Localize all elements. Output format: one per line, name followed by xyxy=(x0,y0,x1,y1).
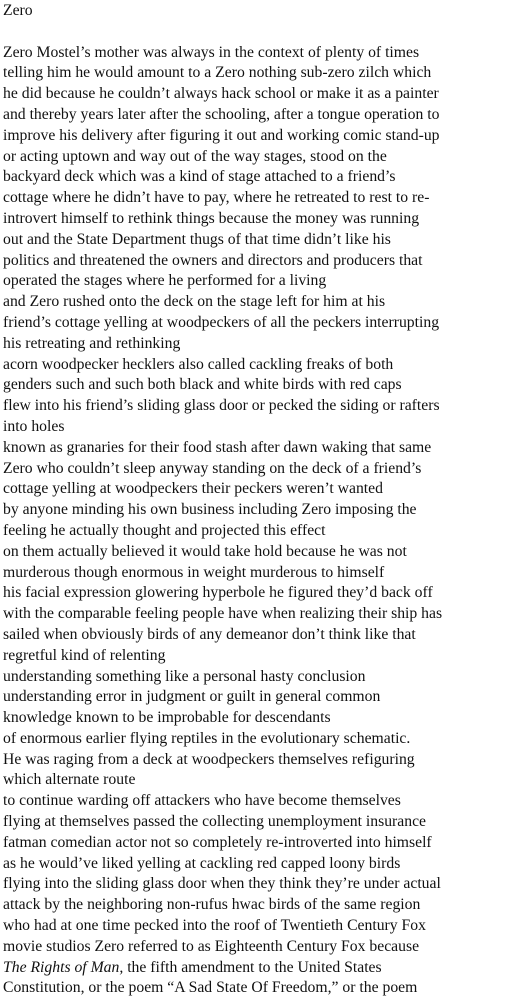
poem-line: Constitution, or the poem “A Sad State Of Freedom,” or the poem xyxy=(3,979,418,997)
poem-line: knowledge known to be improbable for descendants xyxy=(3,709,331,727)
poem-line: and Zero rushed onto the deck on the stage left for him at his xyxy=(3,293,386,311)
poem-line: with the comparable feeling people have when realizing their ship has xyxy=(3,605,443,623)
poem-line: introvert himself to rethink things because the money was running xyxy=(3,209,420,227)
poem-line: his retreating and rethinking xyxy=(3,334,181,352)
poem-line: as he would’ve liked yelling at cackling red capped loony birds xyxy=(3,854,401,872)
poem-line: understanding error in judgment or guilt in general common xyxy=(3,688,381,706)
poem-line: cottage where he didn’t have to pay, where he retreated to rest to re- xyxy=(3,189,430,207)
poem-title: Zero xyxy=(3,2,33,19)
poem-line: telling him he would amount to a Zero nothing sub-zero zilch which xyxy=(3,64,432,82)
poem-line: backyard deck which was a kind of stage attached to a friend’s xyxy=(3,168,396,186)
poem-line: out and the State Department thugs of that time didn’t like his xyxy=(3,230,391,248)
poem-line: Zero Mostel’s mother was always in the context of plenty of times xyxy=(3,43,420,61)
poem-line: to continue warding off attackers who have become themselves xyxy=(3,792,401,810)
poem-line: by anyone minding his own business including Zero imposing the xyxy=(3,501,417,519)
poem-line: on them actually believed it would take hold because he was not xyxy=(3,542,407,560)
poem-line xyxy=(3,958,521,979)
book-title-italic: The Rights of Man, xyxy=(3,958,124,976)
poem-line: flying at themselves passed the collecting unemployment insurance xyxy=(3,813,427,831)
poem-body xyxy=(3,43,521,958)
poem-line: Zero who couldn’t sleep anyway standing on the deck of a friend’s xyxy=(3,459,422,477)
poem-line: he did because he couldn’t always hack school or make it as a painter xyxy=(3,85,439,103)
poem-line-rest: the fifth amendment to the United States xyxy=(123,958,382,976)
poem-line: attack by the neighboring non-rufus hwac birds of the same region xyxy=(3,896,421,914)
poem-line: which alternate route xyxy=(3,771,136,789)
poem-line: genders such and such both black and white birds with red caps xyxy=(3,376,402,394)
poem-line: regretful kind of relenting xyxy=(3,646,166,664)
poem-line: fatman comedian actor not so completely re-introverted into himself xyxy=(3,833,432,851)
document-page xyxy=(3,1,521,999)
poem-line: politics and threatened the owners and directors and producers that xyxy=(3,251,423,269)
poem-line: of enormous earlier flying reptiles in the evolutionary schematic. xyxy=(3,729,411,747)
poem-line: and thereby years later after the schooling, after a tongue operation to xyxy=(3,105,440,123)
poem-line: acorn woodpecker hecklers also called cackling freaks of both xyxy=(3,355,394,373)
poem-line: operated the stages where he performed for a living xyxy=(3,272,327,290)
poem-line: cottage yelling at woodpeckers their peckers weren’t wanted xyxy=(3,480,383,498)
poem-line: feeling he actually thought and projected this effect xyxy=(3,521,326,539)
poem-line: known as granaries for their food stash after dawn waking that same xyxy=(3,438,432,456)
poem-line: into holes xyxy=(3,417,65,435)
poem-line: improve his delivery after figuring it out and working comic stand-up xyxy=(3,126,440,144)
poem-line: flying into the sliding glass door when they think they’re under actual xyxy=(3,875,441,893)
poem-line: or acting uptown and way out of the way stages, stood on the xyxy=(3,147,387,165)
poem-line: his facial expression glowering hyperbole he figured they’d back off xyxy=(3,584,433,602)
poem-line: He was raging from a deck at woodpeckers themselves refiguring xyxy=(3,750,415,768)
blank-line xyxy=(3,22,521,43)
poem-line: sailed when obviously birds of any demeanor don’t think like that xyxy=(3,625,416,643)
poem-line: flew into his friend’s sliding glass door or pecked the siding or rafters xyxy=(3,397,440,415)
poem-line: friend’s cottage yelling at woodpeckers of all the peckers interrupting xyxy=(3,313,440,331)
poem-line: understanding something like a personal hasty conclusion xyxy=(3,667,366,685)
poem-line: who had at one time pecked into the roof of Twentieth Century Fox xyxy=(3,917,426,935)
poem-line: murderous though enormous in weight murderous to himself xyxy=(3,563,385,581)
poem-line: movie studios Zero referred to as Eighteenth Century Fox because xyxy=(3,937,420,955)
